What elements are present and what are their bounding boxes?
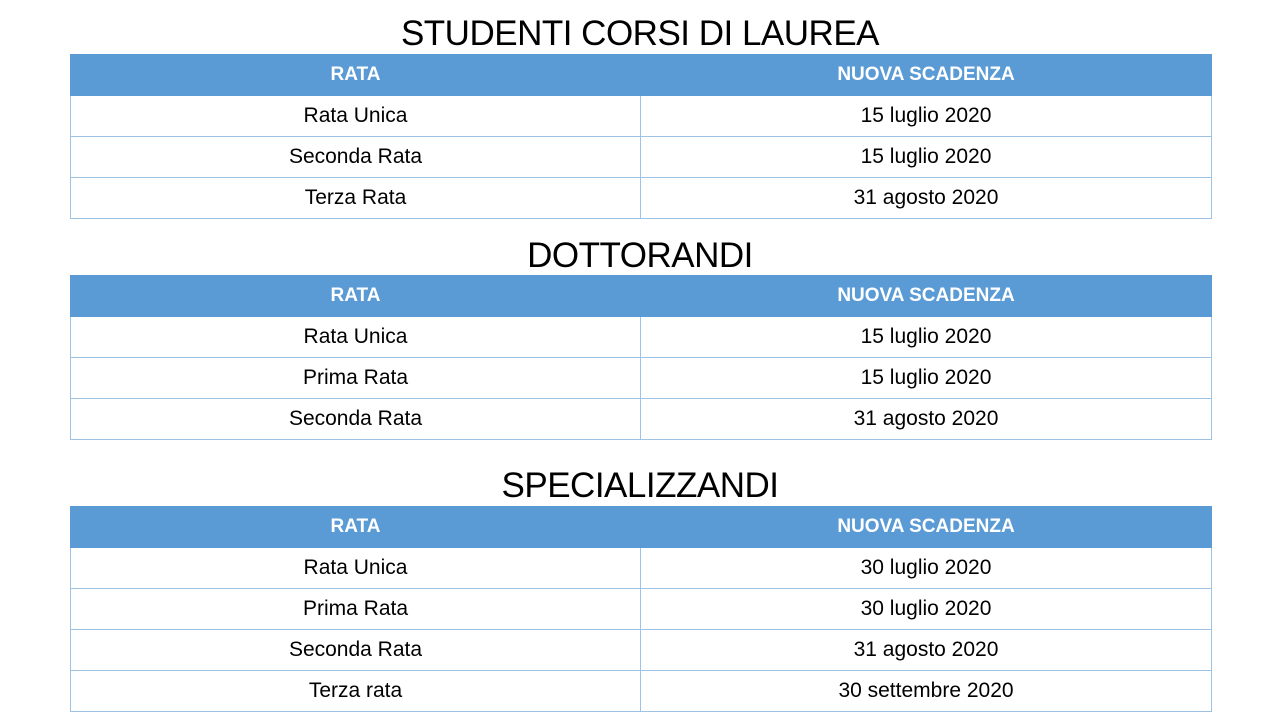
header-nuova-scadenza: NUOVA SCADENZA <box>641 276 1212 317</box>
table-row <box>71 96 1212 137</box>
cell-rata: Terza Rata <box>71 178 641 219</box>
cell-rata: Rata Unica <box>71 96 641 137</box>
cell-rata: Seconda Rata <box>71 137 641 178</box>
cell-rata: Prima Rata <box>71 358 641 399</box>
cell-scadenza: 15 luglio 2020 <box>641 358 1212 399</box>
table-header-row <box>71 55 1212 96</box>
table-laurea <box>70 54 1212 219</box>
table-row <box>71 137 1212 178</box>
cell-scadenza: 30 luglio 2020 <box>641 589 1212 630</box>
cell-scadenza: 31 agosto 2020 <box>641 178 1212 219</box>
cell-scadenza: 15 luglio 2020 <box>641 137 1212 178</box>
cell-rata: Rata Unica <box>71 317 641 358</box>
cell-scadenza: 30 luglio 2020 <box>641 548 1212 589</box>
cell-scadenza: 31 agosto 2020 <box>641 630 1212 671</box>
header-rata: RATA <box>71 55 641 96</box>
cell-scadenza: 15 luglio 2020 <box>641 317 1212 358</box>
table-header-row <box>71 276 1212 317</box>
table-header-row <box>71 507 1212 548</box>
table-row <box>71 399 1212 440</box>
table-row <box>71 358 1212 399</box>
cell-scadenza: 15 luglio 2020 <box>641 96 1212 137</box>
section-title-laurea: STUDENTI CORSI DI LAUREA <box>400 14 880 53</box>
cell-rata: Terza rata <box>71 671 641 712</box>
cell-rata: Seconda Rata <box>71 630 641 671</box>
section-title-dottorandi: DOTTORANDI <box>527 236 753 275</box>
table-row <box>71 630 1212 671</box>
header-rata: RATA <box>71 276 641 317</box>
cell-rata: Seconda Rata <box>71 399 641 440</box>
cell-scadenza: 31 agosto 2020 <box>641 399 1212 440</box>
table-dottorandi <box>70 275 1212 440</box>
header-nuova-scadenza: NUOVA SCADENZA <box>641 55 1212 96</box>
table-row <box>71 178 1212 219</box>
cell-rata: Rata Unica <box>71 548 641 589</box>
table-row <box>71 317 1212 358</box>
table-specializzandi <box>70 506 1212 712</box>
cell-scadenza: 30 settembre 2020 <box>641 671 1212 712</box>
section-title-specializzandi: SPECIALIZZANDI <box>501 466 779 505</box>
table-row <box>71 589 1212 630</box>
table-row <box>71 548 1212 589</box>
cell-rata: Prima Rata <box>71 589 641 630</box>
table-row <box>71 671 1212 712</box>
header-nuova-scadenza: NUOVA SCADENZA <box>641 507 1212 548</box>
header-rata: RATA <box>71 507 641 548</box>
